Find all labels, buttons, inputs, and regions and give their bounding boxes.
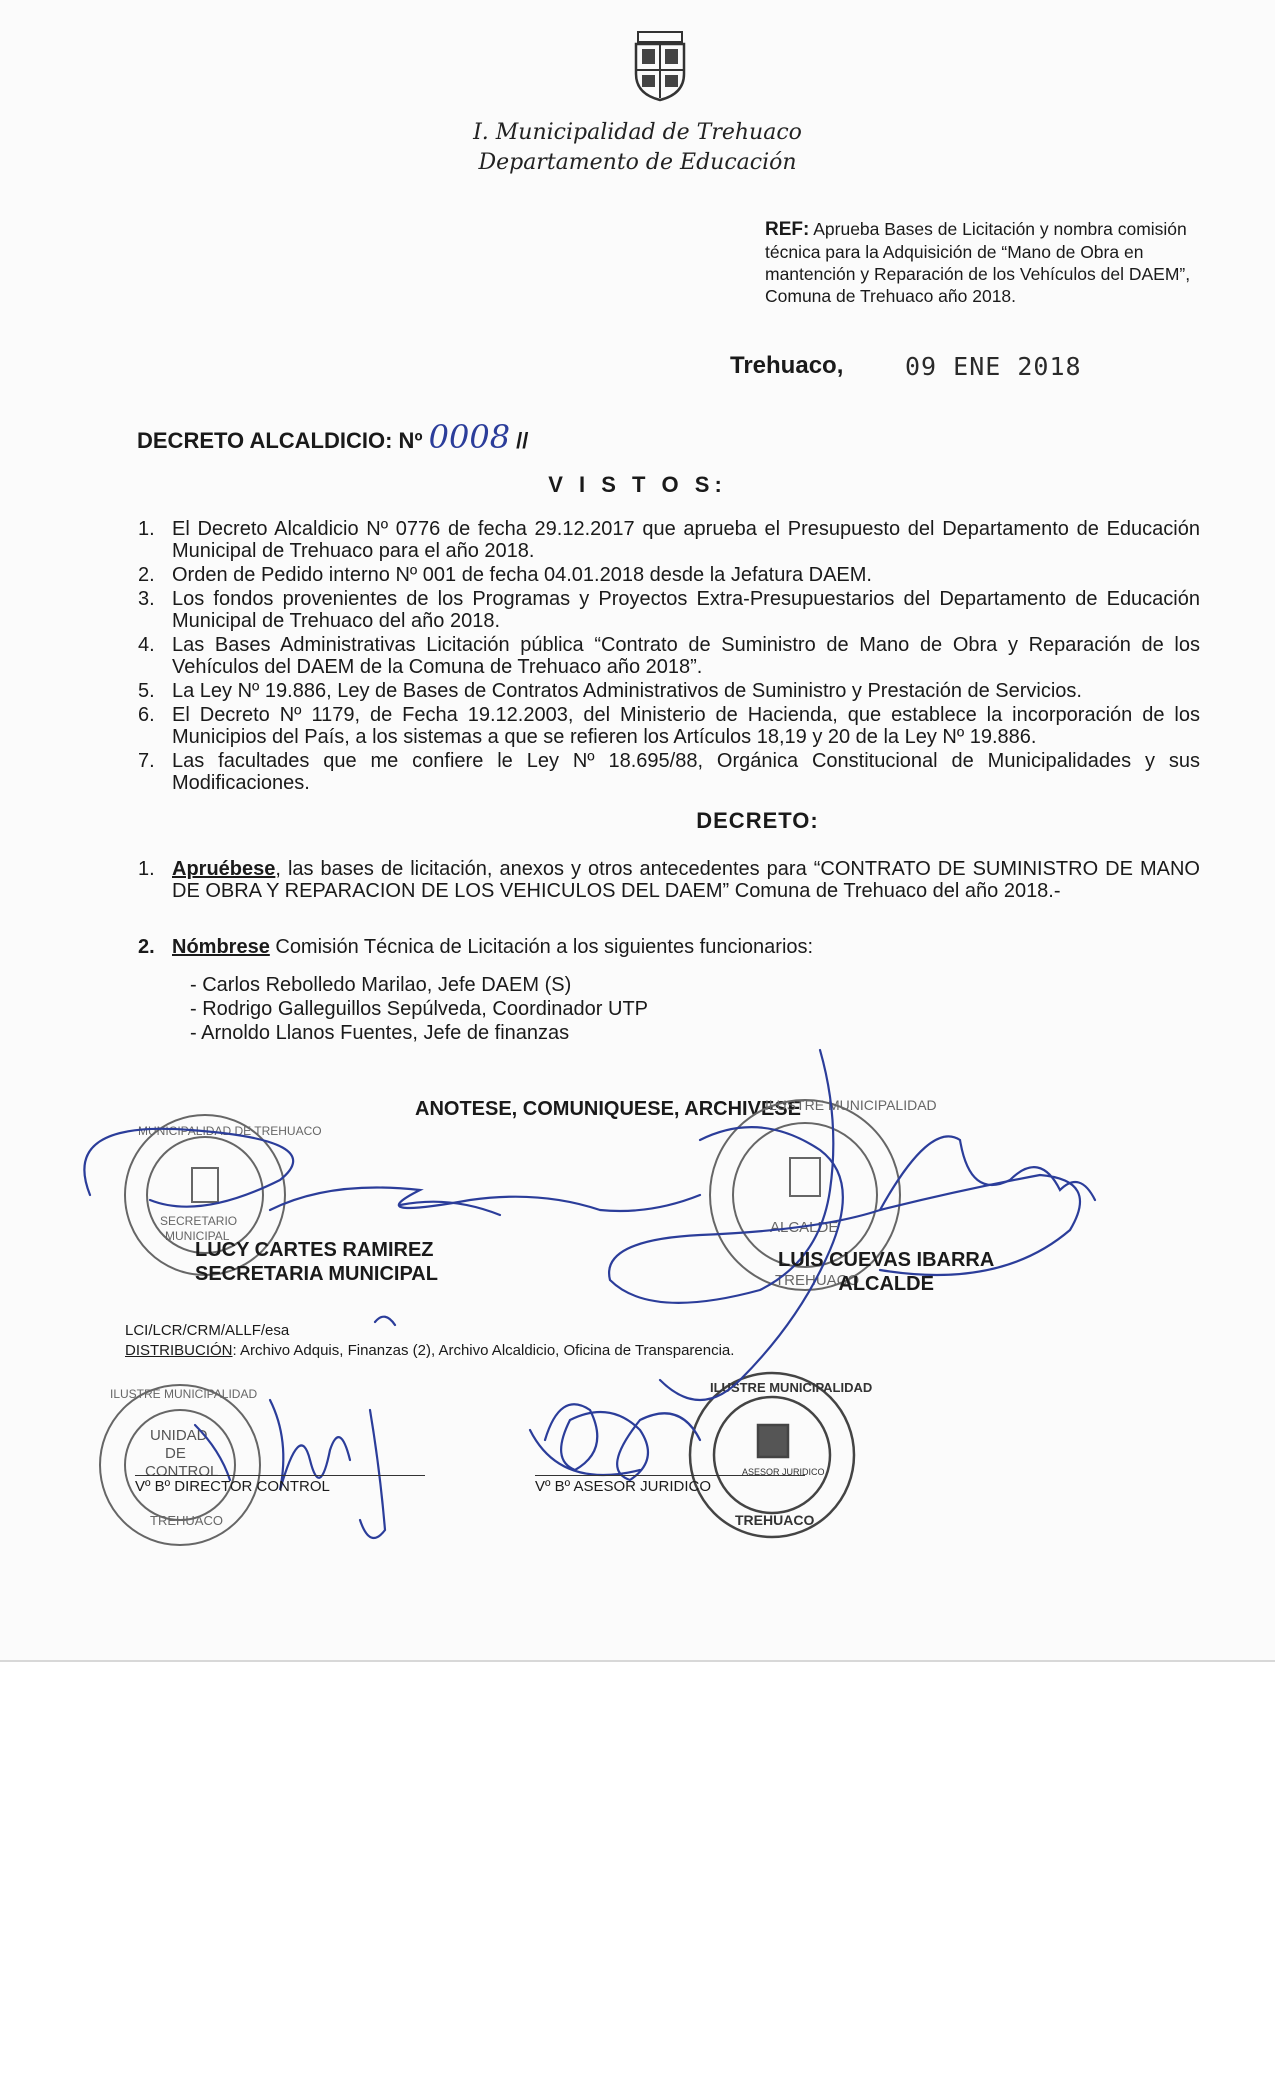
ref-label: REF: <box>765 219 810 240</box>
svg-text:ILUSTRE MUNICIPALIDAD: ILUSTRE MUNICIPALIDAD <box>710 1380 873 1395</box>
list-item: 2. Nómbrese Comisión Técnica de Licitación a los siguientes funcionarios: <box>138 936 814 958</box>
control-stamp-icon <box>100 1385 260 1545</box>
distribution-label: DISTRIBUCIÓN <box>125 1342 233 1359</box>
approval-control: Vº Bº DIRECTOR CONTROL <box>135 1475 425 1495</box>
closing-formula: ANOTESE, COMUNIQUESE, ARCHIVESE <box>415 1098 801 1120</box>
signatory-secretary <box>195 1238 438 1286</box>
svg-text:ILUSTRE MUNICIPALIDAD: ILUSTRE MUNICIPALIDAD <box>765 1097 937 1113</box>
svg-text:UNIDAD: UNIDAD <box>150 1427 208 1444</box>
decree-label: DECRETO ALCALDICIO: Nº <box>137 428 423 453</box>
list-item: 7. Las facultades que me confiere le Ley Nº 18.695/88, Orgánica Constitucional de Municipalidades y sus Modificaciones. <box>138 750 1200 794</box>
juridico-stamp-icon <box>690 1373 872 1537</box>
initials: LCI/LCR/CRM/ALLF/esa <box>125 1322 290 1339</box>
member-item: - Arnoldo Llanos Fuentes, Jefe de finanzas <box>190 1022 570 1044</box>
list-item: 6. El Decreto Nº 1179, de Fecha 19.12.2003, del Ministerio de Hacienda, que establece la incorporación de los Municipios del País, a los sistemas a que se refieren los Artículos 18,19 y 20 de la Ley Nº 19.886. <box>138 704 1200 748</box>
decree-number-handwritten: 0008 <box>428 418 511 456</box>
date-stamp: 09 ENE 2018 <box>905 352 1082 381</box>
member-item: - Rodrigo Galleguillos Sepúlveda, Coordinador UTP <box>190 998 649 1020</box>
signatory-mayor <box>778 1248 994 1296</box>
list-item: 2. Orden de Pedido interno Nº 001 de fecha 04.01.2018 desde la Jefatura DAEM. <box>138 564 872 586</box>
mayor-role: ALCALDE <box>838 1273 934 1295</box>
distribution <box>125 1342 734 1359</box>
member-item: - Carlos Rebolledo Marilao, Jefe DAEM (S) <box>190 974 572 996</box>
place: Trehuaco, <box>730 352 844 379</box>
decree-suffix: // <box>516 428 529 453</box>
secretary-role: SECRETARIA MUNICIPAL <box>195 1263 438 1285</box>
svg-text:MUNICIPALIDAD DE TREHUACO: MUNICIPALIDAD DE TREHUACO <box>138 1124 322 1138</box>
list-item: 5. La Ley Nº 19.886, Ley de Bases de Contratos Administrativos de Suministro y Prestación de Servicios. <box>138 680 1082 702</box>
svg-text:ILUSTRE MUNICIPALIDAD: ILUSTRE MUNICIPALIDAD <box>110 1387 258 1401</box>
svg-text:TREHUACO: TREHUACO <box>150 1513 223 1528</box>
svg-text:CONTROL: CONTROL <box>145 1463 219 1480</box>
list-item: 1. El Decreto Alcaldicio Nº 0776 de fecha 29.12.2017 que aprueba el Presupuesto del Departamento de Educación Municipal de Trehuaco para el año 2018. <box>138 518 1200 562</box>
department-name: Departamento de Educación <box>478 150 797 175</box>
decreto-heading: DECRETO: <box>696 808 819 833</box>
svg-text:ASESOR JURIDICO: ASESOR JURIDICO <box>742 1467 825 1477</box>
secretary-name: LUCY CARTES RAMIREZ <box>195 1239 434 1261</box>
list-item: 1. Apruébese, las bases de licitación, anexos y otros antecedentes para “CONTRATO DE SUMINISTRO DE MANO DE OBRA Y REPARACION DE LOS VEHICULOS DEL DAEM” Comuna de Trehuaco del año 2018.- <box>138 858 1200 902</box>
approval-legal: Vº Bº ASESOR JURIDICO <box>535 1475 805 1495</box>
list-item: 3. Los fondos provenientes de los Programas y Proyectos Extra-Presupuestarios del Departamento de Educación Municipal de Trehuaco del año 2018. <box>138 588 1200 632</box>
svg-text:MUNICIPAL: MUNICIPAL <box>165 1229 230 1243</box>
svg-text:TREHUACO: TREHUACO <box>775 1272 860 1289</box>
svg-text:DE: DE <box>165 1445 186 1462</box>
vistos-heading: V I S T O S: <box>548 472 727 497</box>
distribution-text: : Archivo Adquis, Finanzas (2), Archivo Alcaldicio, Oficina de Transparencia. <box>232 1342 735 1359</box>
svg-text:ALCALDE: ALCALDE <box>770 1219 839 1236</box>
institution-name: I. Municipalidad de Trehuaco <box>473 120 802 145</box>
svg-text:TREHUACO: TREHUACO <box>735 1512 815 1528</box>
list-item: 4. Las Bases Administrativas Licitación pública “Contrato de Suministro de Mano de Obra y Reparación de los Vehículos del DAEM de la Comuna de Trehuaco año 2018”. <box>138 634 1200 678</box>
ref-text: Aprueba Bases de Licitación y nombra comisión técnica para la Adquisición de “Mano de Obra en mantención y Reparación de los Vehículos del DAEM”, Comuna de Trehuaco año 2018. <box>765 219 1191 306</box>
svg-text:SECRETARIO: SECRETARIO <box>160 1214 238 1228</box>
mayor-name: LUIS CUEVAS IBARRA <box>778 1249 995 1271</box>
